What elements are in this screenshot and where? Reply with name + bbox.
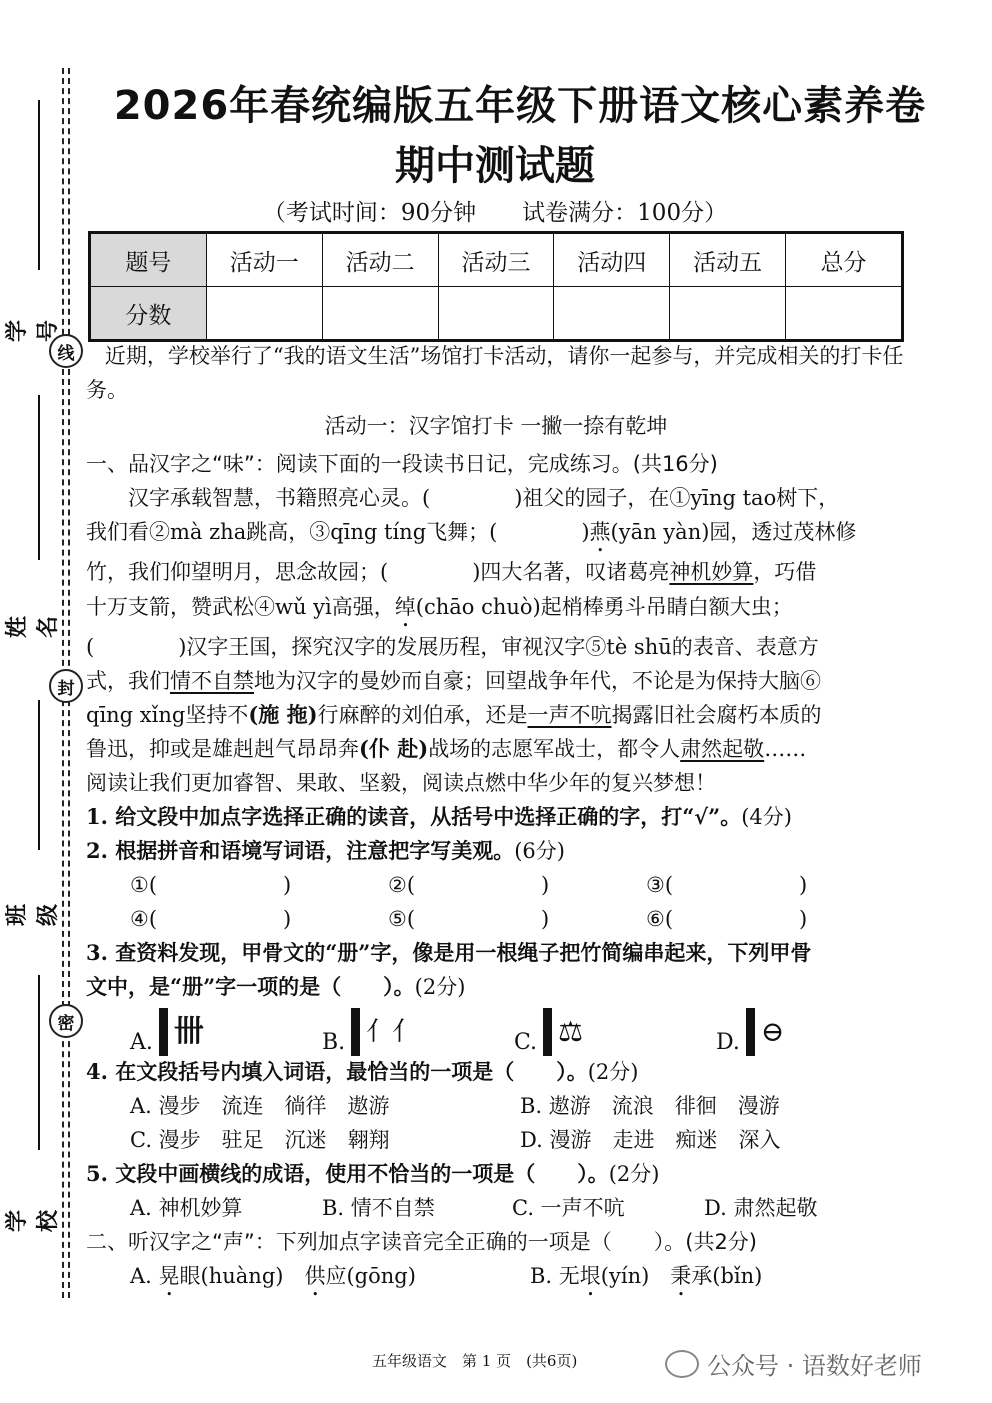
option-text: 应(gōng) bbox=[325, 1264, 416, 1288]
q2-blank-4[interactable]: ④( ) bbox=[130, 907, 292, 931]
option-text: 承(bǐn) bbox=[691, 1264, 763, 1288]
question-3-line-1: 3. 查资料发现，甲骨文的“册”字，像是用一根绳子把竹简编串起来，下列甲骨 bbox=[86, 940, 812, 965]
wechat-icon bbox=[665, 1350, 699, 1378]
score-col-activity5: 活动五 bbox=[670, 233, 786, 287]
q3-option-b[interactable] bbox=[322, 1004, 418, 1060]
score-col-activity4: 活动四 bbox=[554, 233, 670, 287]
q2-blank-5[interactable]: ⑤( ) bbox=[388, 907, 550, 931]
exam-title: 2026年春统编版五年级下册语文核心素养卷 bbox=[113, 83, 927, 129]
score-input-2[interactable] bbox=[322, 287, 438, 341]
q5-option-c[interactable]: C. 一声不吭 bbox=[512, 1196, 625, 1220]
q5-option-a[interactable]: A. 神机妙算 bbox=[130, 1196, 243, 1220]
q4-option-c[interactable]: C. 漫步 驻足 沉迷 翱翔 bbox=[130, 1128, 390, 1152]
passage-line-1: 汉字承载智慧，书籍照亮心灵。( )祖父的园子，在①yīng tao树下， bbox=[128, 486, 840, 510]
q2-blank-1[interactable]: ①( ) bbox=[130, 873, 292, 897]
glyph-bar bbox=[159, 1008, 168, 1056]
q5-options bbox=[130, 1191, 910, 1225]
q4-option-b[interactable]: B. 遨游 流浪 徘徊 漫游 bbox=[520, 1094, 780, 1118]
oracle-bone-glyph-icon: ⊖ bbox=[760, 1015, 785, 1048]
question-2-score: (6分) bbox=[514, 839, 565, 863]
score-table bbox=[88, 231, 904, 342]
question-1-score: (4分) bbox=[741, 805, 792, 829]
underlined-idiom: 一声不吭 bbox=[527, 703, 612, 727]
student-name-label: 姓名 bbox=[4, 608, 61, 639]
glyph-bar bbox=[543, 1008, 552, 1056]
q2-blanks-row2 bbox=[130, 902, 910, 936]
passage-text: 地为汉字的曼妙而自豪；回望战争年代，不论是为保持大脑⑥ bbox=[254, 669, 821, 693]
passage-line-7 bbox=[86, 698, 906, 732]
q4-option-d[interactable]: D. 漫游 走进 痴迷 深入 bbox=[520, 1128, 781, 1152]
passage-text: (chāo chuò)起梢棒勇斗吊睛白额大虫； bbox=[415, 595, 793, 619]
q5-option-b[interactable]: B. 情不自禁 bbox=[322, 1196, 435, 1220]
exam-subtitle: 期中测试题 bbox=[395, 143, 595, 189]
page-footer: 五年级语文 第 1 页 (共6页) bbox=[372, 1352, 578, 1370]
question-1 bbox=[86, 800, 906, 834]
passage-line-9: 阅读让我们更加睿智、果敢、坚毅，阅读点燃中华少年的复兴梦想！ bbox=[86, 771, 716, 795]
passage-text: 揭露旧社会腐朽本质的 bbox=[611, 703, 822, 727]
passage-text: (yān yàn)园，透过茂林修 bbox=[610, 520, 857, 544]
school-label: 学校 bbox=[4, 1202, 61, 1233]
option-letter: A. bbox=[130, 1264, 159, 1288]
seal-char-mi: 密 bbox=[49, 1004, 83, 1038]
question-2-text: 2. 根据拼音和语境写词语，注意把字写美观。 bbox=[86, 838, 515, 863]
passage-text: qīng xǐng坚持不 bbox=[86, 703, 249, 727]
underlined-idiom: 情不自禁 bbox=[170, 669, 254, 693]
passage-line-3 bbox=[86, 555, 906, 589]
dotted-char: 垠 bbox=[579, 1264, 601, 1288]
passage-text: …… bbox=[764, 737, 807, 761]
oracle-bone-glyph-icon: ⚖ bbox=[558, 1015, 584, 1048]
student-id-line[interactable] bbox=[38, 100, 40, 270]
watermark bbox=[665, 1346, 922, 1381]
s2-option-b[interactable] bbox=[530, 1264, 762, 1288]
q3-option-c[interactable] bbox=[514, 1004, 583, 1060]
score-col-activity2: 活动二 bbox=[322, 233, 438, 287]
question-5-text: 5. 文段中画横线的成语，使用不恰当的一项是（ ）。 bbox=[86, 1161, 609, 1186]
score-col-total: 总分 bbox=[786, 233, 903, 287]
question-4-score: (2分) bbox=[587, 1060, 639, 1084]
question-3-line-2 bbox=[86, 970, 906, 1004]
q3-options bbox=[130, 1004, 910, 1058]
watermark-text: 公众号 · 语数好老师 bbox=[707, 1352, 922, 1380]
section2-options bbox=[130, 1259, 910, 1301]
underlined-idiom: 肃然起敬 bbox=[680, 737, 765, 761]
oracle-bone-glyph-icon: ⺅⺅ bbox=[366, 1017, 419, 1047]
question-3-text: 文中，是“册”字一项的是（ ）。 bbox=[86, 974, 415, 999]
passage-line-8 bbox=[86, 732, 906, 766]
passage-text: 竹，我们仰望明月，思念故园；( )四大名著，叹诸葛亮 bbox=[86, 560, 670, 584]
question-4-text: 4. 在文段括号内填入词语，最恰当的一项是（ ）。 bbox=[86, 1059, 588, 1084]
school-line[interactable] bbox=[38, 975, 40, 1150]
dotted-char: 晃 bbox=[158, 1264, 180, 1288]
passage-text: ，巧借 bbox=[753, 560, 817, 584]
option-text: B. 无 bbox=[530, 1264, 580, 1288]
question-5 bbox=[86, 1157, 906, 1191]
dotted-char: 供 bbox=[304, 1264, 326, 1288]
section2-heading: 二、听汉字之“声”：下列加点字读音完全正确的一项是（ ）。(共2分) bbox=[86, 1230, 758, 1254]
student-name-line[interactable] bbox=[38, 395, 40, 560]
class-label: 班级 bbox=[4, 896, 61, 927]
glyph-bar bbox=[351, 1008, 360, 1056]
option-text: 眼(huàng) bbox=[179, 1264, 284, 1288]
option-letter: A. bbox=[130, 1030, 153, 1055]
seal-char-xian: 线 bbox=[49, 334, 83, 368]
passage-line-4 bbox=[86, 590, 906, 632]
class-line[interactable] bbox=[38, 700, 40, 850]
char-choice[interactable]: (仆 赴) bbox=[359, 736, 429, 761]
score-input-total[interactable] bbox=[786, 287, 903, 341]
underlined-idiom: 神机妙算 bbox=[669, 560, 754, 584]
char-choice[interactable]: (施 拖) bbox=[248, 702, 318, 727]
dotted-char: 绰 bbox=[394, 595, 416, 619]
score-input-5[interactable] bbox=[670, 287, 786, 341]
q2-blanks-row1 bbox=[130, 868, 910, 902]
passage-text: 式，我们 bbox=[86, 669, 170, 693]
seal-char-feng: 封 bbox=[49, 669, 83, 703]
option-letter: B. bbox=[322, 1030, 346, 1055]
score-table-score-row bbox=[90, 287, 903, 341]
passage-text: 十万支箭，赞武松④wǔ yì高强， bbox=[86, 595, 395, 619]
passage-text: 鲁迅，抑或是雄赳赳气昂昂奔 bbox=[86, 737, 359, 761]
score-input-4[interactable] bbox=[554, 287, 670, 341]
passage-text: 行麻醉的刘伯承，还是 bbox=[317, 703, 528, 727]
q4-options-row1 bbox=[130, 1089, 910, 1123]
question-5-score: (2分) bbox=[608, 1162, 660, 1186]
score-input-1[interactable] bbox=[206, 287, 322, 341]
passage-line-2 bbox=[86, 515, 906, 557]
question-1-text: 1. 给文段中加点字选择正确的读音，从括号中选择正确的字，打“√”。 bbox=[86, 804, 742, 829]
q2-blank-3[interactable]: ③( ) bbox=[646, 873, 808, 897]
option-letter: D. bbox=[716, 1030, 740, 1055]
score-input-3[interactable] bbox=[438, 287, 554, 341]
glyph-bar bbox=[746, 1008, 755, 1056]
oracle-bone-glyph-icon: 卌 bbox=[173, 1014, 204, 1049]
student-id-label: 学号 bbox=[4, 312, 61, 343]
option-text: (yín) bbox=[600, 1264, 650, 1288]
dotted-char: 燕 bbox=[589, 520, 611, 544]
passage-text: 战场的志愿军战士，都令人 bbox=[428, 737, 681, 761]
activity1-title: 活动一：汉字馆打卡 一撇一捺有乾坤 bbox=[324, 414, 668, 438]
score-row-label: 分数 bbox=[90, 287, 207, 341]
passage-line-6 bbox=[86, 664, 906, 698]
score-col-activity3: 活动三 bbox=[438, 233, 554, 287]
s2-option-a[interactable] bbox=[130, 1259, 530, 1301]
question-3-score: (2分) bbox=[414, 975, 466, 999]
passage-line-5: ( )汉字王国，探究汉字的发展历程，审视汉字⑤tè shū的表音、表意方 bbox=[86, 635, 819, 659]
score-table-header-row bbox=[90, 233, 903, 287]
q3-option-d[interactable] bbox=[716, 1004, 784, 1060]
question-2 bbox=[86, 834, 906, 868]
q4-option-a[interactable]: A. 漫步 流连 徜徉 遨游 bbox=[130, 1094, 390, 1118]
exam-info: （考试时间：90分钟 试卷满分：100分） bbox=[262, 200, 728, 226]
passage-text: 我们看②mà zha跳高，③qīng tíng飞舞；( ) bbox=[86, 520, 590, 544]
q5-option-d[interactable]: D. 肃然起敬 bbox=[704, 1196, 818, 1220]
q4-options-row2 bbox=[130, 1123, 910, 1157]
intro-text: 近期，学校举行了“我的语文生活”场馆打卡活动，请你一起参与，并完成相关的打卡任务。 bbox=[86, 344, 904, 402]
score-cell-label: 题号 bbox=[90, 233, 207, 287]
q2-blank-6[interactable]: ⑥( ) bbox=[646, 907, 808, 931]
option-letter: C. bbox=[514, 1030, 538, 1055]
score-col-activity1: 活动一 bbox=[206, 233, 322, 287]
q2-blank-2[interactable]: ②( ) bbox=[388, 873, 550, 897]
q3-option-a[interactable] bbox=[130, 1004, 204, 1060]
section1-heading: 一、品汉字之“味”：阅读下面的一段读书日记，完成练习。(共16分) bbox=[86, 452, 718, 476]
question-4 bbox=[86, 1055, 906, 1089]
dotted-char: 秉 bbox=[670, 1264, 692, 1288]
